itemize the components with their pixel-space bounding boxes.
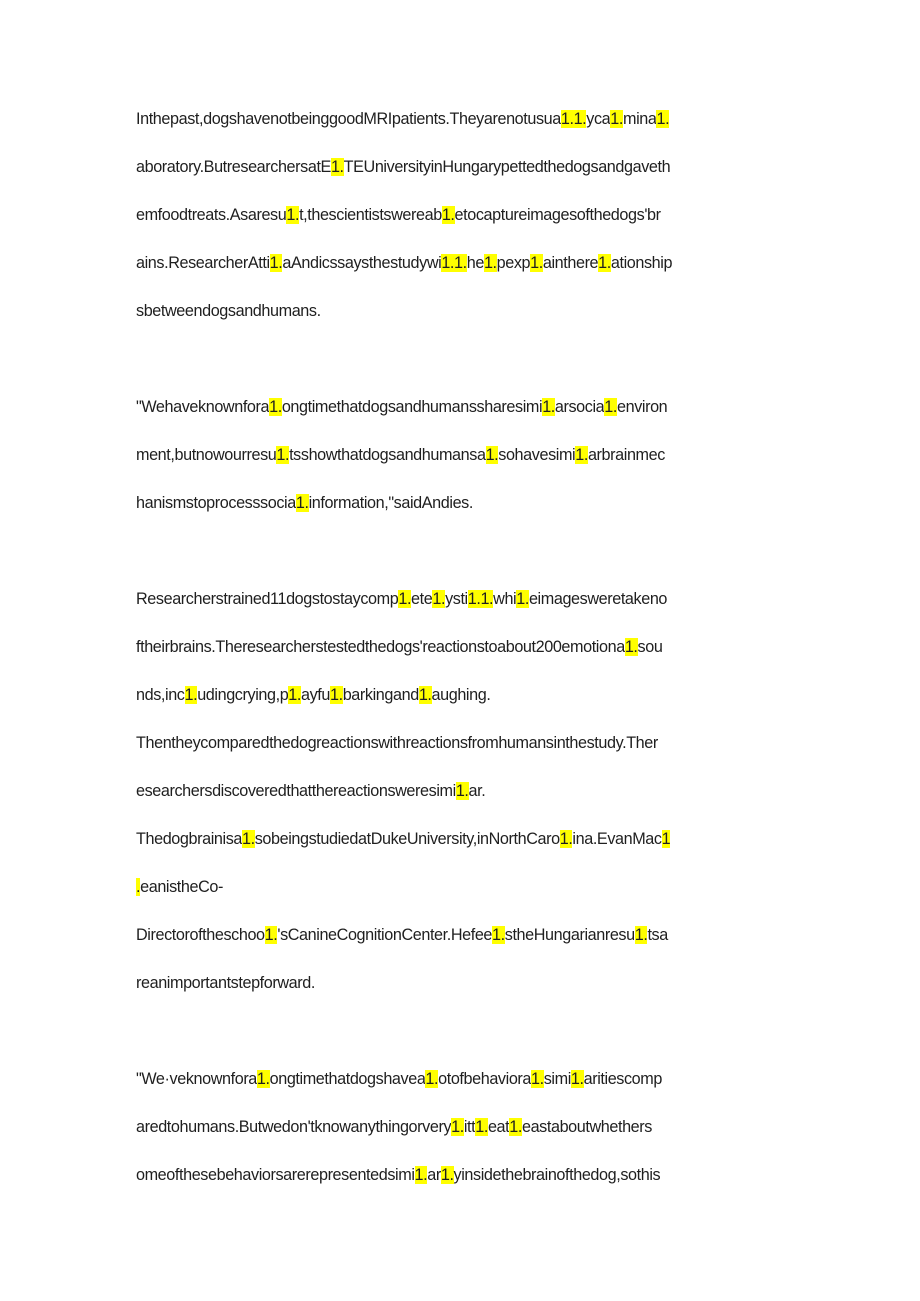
text-segment: aughing. [431,686,491,704]
text-line [136,107,669,131]
highlighted-text: 1. [610,110,623,128]
highlighted-text: 1. [575,446,588,464]
text-line [136,491,473,515]
text-segment: Inthepast,dogshavenotbeinggoodMRIpatients.Theyarenotusua [136,110,561,128]
highlighted-text: 1. [330,686,343,704]
text-segment: 'sCanineCognitionCenter.Hefee [277,926,493,944]
text-segment: tsshowthatdogsandhumansa [289,446,486,464]
text-segment: ongtimethatdogshavea [269,1070,426,1088]
text-segment: aboratory.ButresearchersatE [136,158,331,176]
text-segment: hanismstoprocesssocia [136,494,296,512]
text-segment: sou [637,638,663,656]
text-line [136,395,667,419]
text-segment: sobeingstudiedatDukeUniversity,inNorthCaro [254,830,560,848]
highlighted-text: 1. [570,1070,584,1088]
text-segment: eanistheCo- [140,878,223,896]
highlighted-text: 1. [542,398,555,416]
text-segment: ftheirbrains.Theresearcherstestedthedogs'reactionstoabout200emotiona [136,638,625,656]
text-line [136,587,667,611]
highlighted-text: 1. [509,1118,522,1136]
highlighted-text: 1. [624,638,638,656]
text-line [136,1067,662,1091]
text-segment: ainthere [542,254,599,272]
text-segment: ment,butnowourresu [136,446,277,464]
text-segment: Thedogbrainisa [136,830,242,848]
highlighted-text: 1. [256,1070,270,1088]
highlighted-text: 1. [455,782,469,800]
text-segment: simi [543,1070,571,1088]
highlighted-text: 1.1. [560,110,587,128]
text-segment: ar [427,1166,441,1184]
text-segment: ete [411,590,433,608]
text-segment: ongtimethatdogsandhumanssharesimi [281,398,543,416]
highlighted-text: 1. [634,926,648,944]
text-segment: barkingand [342,686,419,704]
text-line [136,923,668,947]
highlighted-text: . [136,878,141,896]
text-line [136,203,661,227]
text-segment: yinsidethebrainofthedog,sothis [453,1166,661,1184]
text-segment: omeofthesebehaviorsarerepresentedsimi [136,1166,415,1184]
text-segment: ains.ResearcherAtti [136,254,270,272]
text-segment: he [466,254,484,272]
text-segment: ationship [610,254,673,272]
highlighted-text: 1. [269,254,283,272]
highlighted-text: 1. [242,830,255,848]
text-segment: Researcherstrained11dogstostaycomp [136,590,399,608]
text-line [136,635,662,659]
highlighted-text: 1. [184,686,198,704]
highlighted-text: 1. [330,158,344,176]
text-segment: emfoodtreats.Asaresu [136,206,287,224]
highlighted-text: 1. [598,254,611,272]
text-segment: yca [586,110,611,128]
text-segment: esearchersdiscoveredthatthereactionsweresimi [136,782,456,800]
highlighted-text: 1. [492,926,505,944]
highlighted-text: 1. [269,398,282,416]
text-segment: nds,inc [136,686,185,704]
highlighted-text: 1. [475,1118,488,1136]
highlighted-text: 1. [276,446,290,464]
text-segment: eat [487,1118,510,1136]
highlighted-text: 1. [398,590,412,608]
text-line [136,443,665,467]
text-segment: stheHungarianresu [504,926,635,944]
highlighted-text: 1. [440,1166,454,1184]
text-segment: aritiescomp [583,1070,662,1088]
text-segment: arbrainmec [587,446,665,464]
text-segment: Thentheycomparedthedogreactionswithreactionsfromhumansinthestudy.Ther [136,734,658,752]
text-segment: pexp [496,254,531,272]
text-segment: information,"saidAndies. [308,494,473,512]
text-segment: "We·veknownfora [136,1070,257,1088]
text-segment: mina [622,110,657,128]
text-segment: etocaptureimagesofthedogs'br [454,206,661,224]
highlighted-text: 1. [441,206,455,224]
text-segment: tsa [647,926,668,944]
text-line [136,251,672,275]
text-segment: TEUniversityinHungarypettedthedogsandgaveth [343,158,671,176]
text-segment: ar. [468,782,486,800]
text-line [136,875,223,899]
text-segment: aAndicssaysthestudywi [282,254,442,272]
highlighted-text: 1. [516,590,529,608]
text-segment: whi [493,590,517,608]
text-segment: reanimportantstepforward. [136,974,315,992]
highlighted-text: 1.1. [441,254,467,272]
text-segment: aredtohumans.Butwedon'tknowanythingorvery [136,1118,452,1136]
text-segment: arsocia [554,398,605,416]
highlighted-text: 1. [264,926,278,944]
highlighted-text: 1. [531,1070,544,1088]
highlighted-text: 1. [483,254,497,272]
text-segment: sbetweendogsandhumans. [136,302,321,320]
text-segment: environ [616,398,668,416]
text-line [136,155,670,179]
text-segment: eastaboutwhethers [521,1118,652,1136]
highlighted-text: 1. [451,1118,464,1136]
text-segment: eimagesweretakeno [528,590,668,608]
text-segment: otofbehaviora [438,1070,532,1088]
text-segment: itt [463,1118,476,1136]
highlighted-text: 1. [414,1166,428,1184]
text-segment: Directoroftheschoo [136,926,265,944]
text-line [136,683,490,707]
highlighted-text: 1. [604,398,617,416]
highlighted-text: 1. [425,1070,439,1088]
highlighted-text: 1. [295,494,309,512]
highlighted-text: 1. [288,686,301,704]
text-segment: sohavesimi [498,446,576,464]
highlighted-text: 1. [432,590,446,608]
text-line [136,299,321,323]
highlighted-text: 1. [485,446,499,464]
highlighted-text: 1. [656,110,670,128]
highlighted-text: 1.1. [467,590,494,608]
text-segment: ysti [445,590,468,608]
text-segment: ina.EvanMac [572,830,662,848]
text-line [136,779,485,803]
text-line [136,1163,660,1187]
text-line [136,1115,652,1139]
highlighted-text: 1. [286,206,300,224]
text-segment: ayfu [301,686,330,704]
highlighted-text: 1. [530,254,543,272]
text-segment: t,thescientistswereab [299,206,442,224]
highlighted-text: 1. [418,686,432,704]
text-segment: udingcrying,p [197,686,289,704]
text-line [136,827,670,851]
highlighted-text: 1 [661,830,671,848]
highlighted-text: 1. [559,830,573,848]
text-line [136,731,658,755]
text-line [136,971,315,995]
text-segment: "Wehaveknownfora [136,398,270,416]
